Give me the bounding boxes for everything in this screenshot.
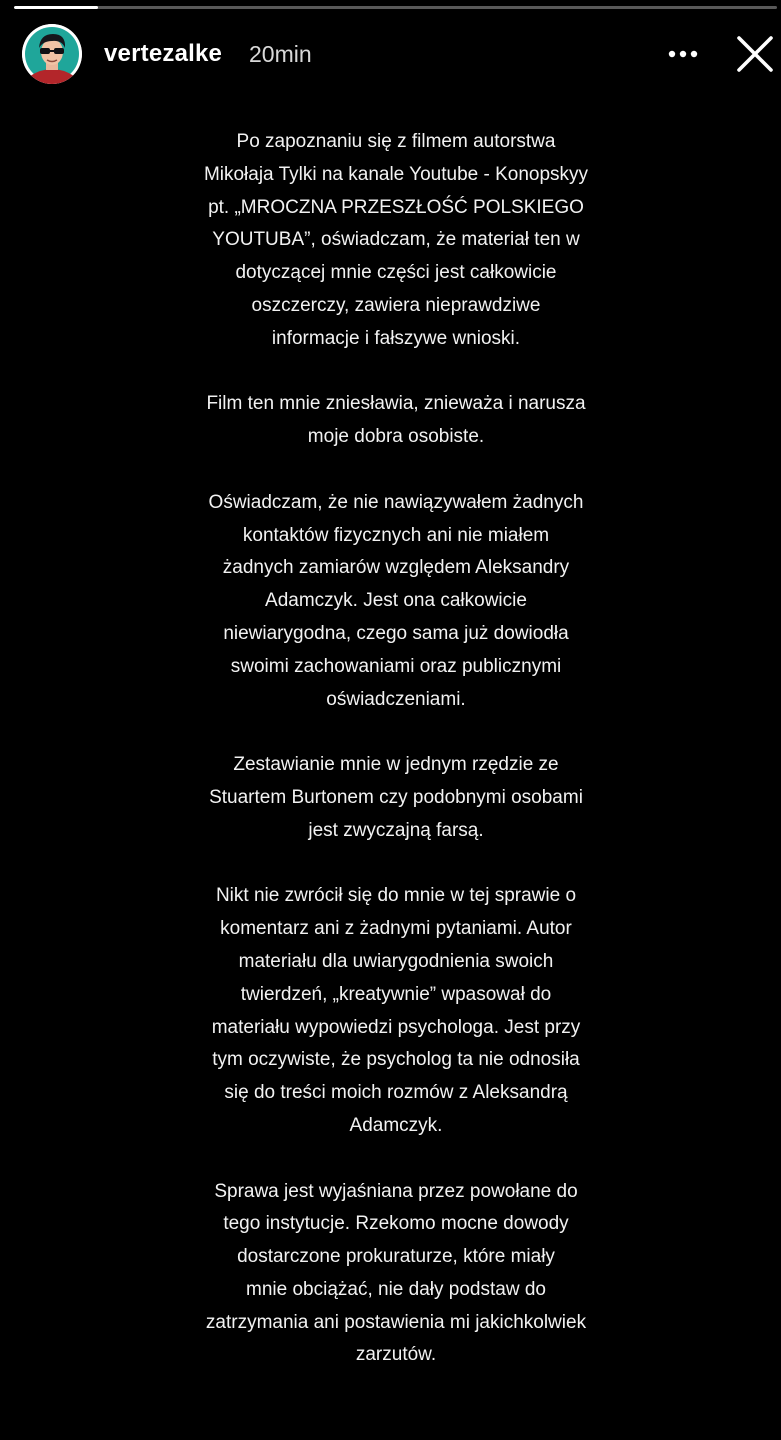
post-timestamp: 20min: [249, 41, 312, 67]
statement-line: twierdzeń, „kreatywnie” wpasował do: [240, 983, 552, 1005]
story-progress-fill: [14, 6, 98, 9]
statement-paragraph: [160, 126, 632, 356]
statement-line: niewiarygodna, czego sama już dowiodła: [223, 622, 569, 644]
statement-line: żadnych zamiarów względem Aleksandry: [222, 557, 570, 579]
statement-paragraph: [160, 388, 632, 454]
username[interactable]: vertezalke: [104, 40, 223, 67]
statement-line: tym oczywiste, że psycholog ta nie odnosiła: [212, 1049, 580, 1071]
statement-paragraph: [160, 1176, 632, 1373]
statement-line: YOUTUBA”, oświadczam, że materiał ten w: [212, 229, 580, 251]
statement-line: swoimi zachowaniami oraz publicznymi: [230, 655, 562, 677]
close-icon[interactable]: [735, 34, 775, 74]
statement-line: kontaktów fizycznych ani nie miałem: [242, 524, 550, 546]
avatar[interactable]: [22, 24, 82, 84]
story-header: [22, 24, 781, 84]
statement-line: Adamczyk.: [349, 1114, 443, 1136]
statement-line: jest zwyczajną farsą.: [308, 819, 484, 841]
statement-line: Oświadczam, że nie nawiązywałem żadnych: [208, 491, 584, 513]
story-statement-text: [160, 126, 632, 1405]
statement-line: tego instytucje. Rzekomo mocne dowody: [223, 1213, 569, 1235]
statement-line: komentarz ani z żadnymi pytaniami. Autor: [220, 918, 572, 940]
statement-line: Mikołaja Tylki na kanale Youtube - Konopskyy: [203, 163, 589, 185]
story-progress-bar: [14, 6, 777, 9]
avatar-portrait-icon: [22, 24, 82, 84]
statement-line: materiału wypowiedzi psychologa. Jest przy: [211, 1016, 581, 1038]
statement-line: informacje i fałszywe wnioski.: [271, 327, 521, 349]
statement-line: materiału dla uwiarygodnienia swoich: [238, 950, 554, 972]
statement-paragraph: [160, 749, 632, 847]
statement-line: Adamczyk. Jest ona całkowicie: [265, 590, 527, 612]
more-horizontal-icon[interactable]: [668, 41, 698, 67]
statement-line: się do treści moich rozmów z Aleksandrą: [224, 1082, 568, 1104]
statement-line: dotyczącej mnie części jest całkowicie: [235, 262, 557, 284]
statement-line: zarzutów.: [355, 1344, 437, 1366]
statement-paragraph: [160, 487, 632, 717]
statement-line: dostarczone prokuraturze, które miały: [237, 1246, 555, 1268]
statement-line: zatrzymania ani postawienia mi jakichkolwiek: [205, 1311, 587, 1333]
statement-line: Nikt nie zwrócił się do mnie w tej sprawie o: [215, 885, 577, 907]
statement-line: Sprawa jest wyjaśniana przez powołane do: [214, 1180, 578, 1202]
statement-line: Po zapoznaniu się z filmem autorstwa: [236, 131, 556, 152]
statement-line: moje dobra osobiste.: [307, 426, 485, 448]
statement-line: Zestawianie mnie w jednym rzędzie ze: [233, 754, 559, 776]
statement-paragraph: [160, 880, 632, 1142]
statement-line: oszczerczy, zawiera nieprawdziwe: [251, 294, 541, 316]
statement-line: Film ten mnie zniesławia, znieważa i narusza: [206, 393, 586, 415]
statement-line: Stuartem Burtonem czy podobnymi osobami: [209, 786, 583, 808]
statement-line: pt. „MROCZNA PRZESZŁOŚĆ POLSKIEGO: [208, 196, 584, 218]
statement-line: oświadczeniami.: [326, 688, 466, 710]
statement-line: mnie obciążać, nie dały podstaw do: [246, 1278, 546, 1300]
